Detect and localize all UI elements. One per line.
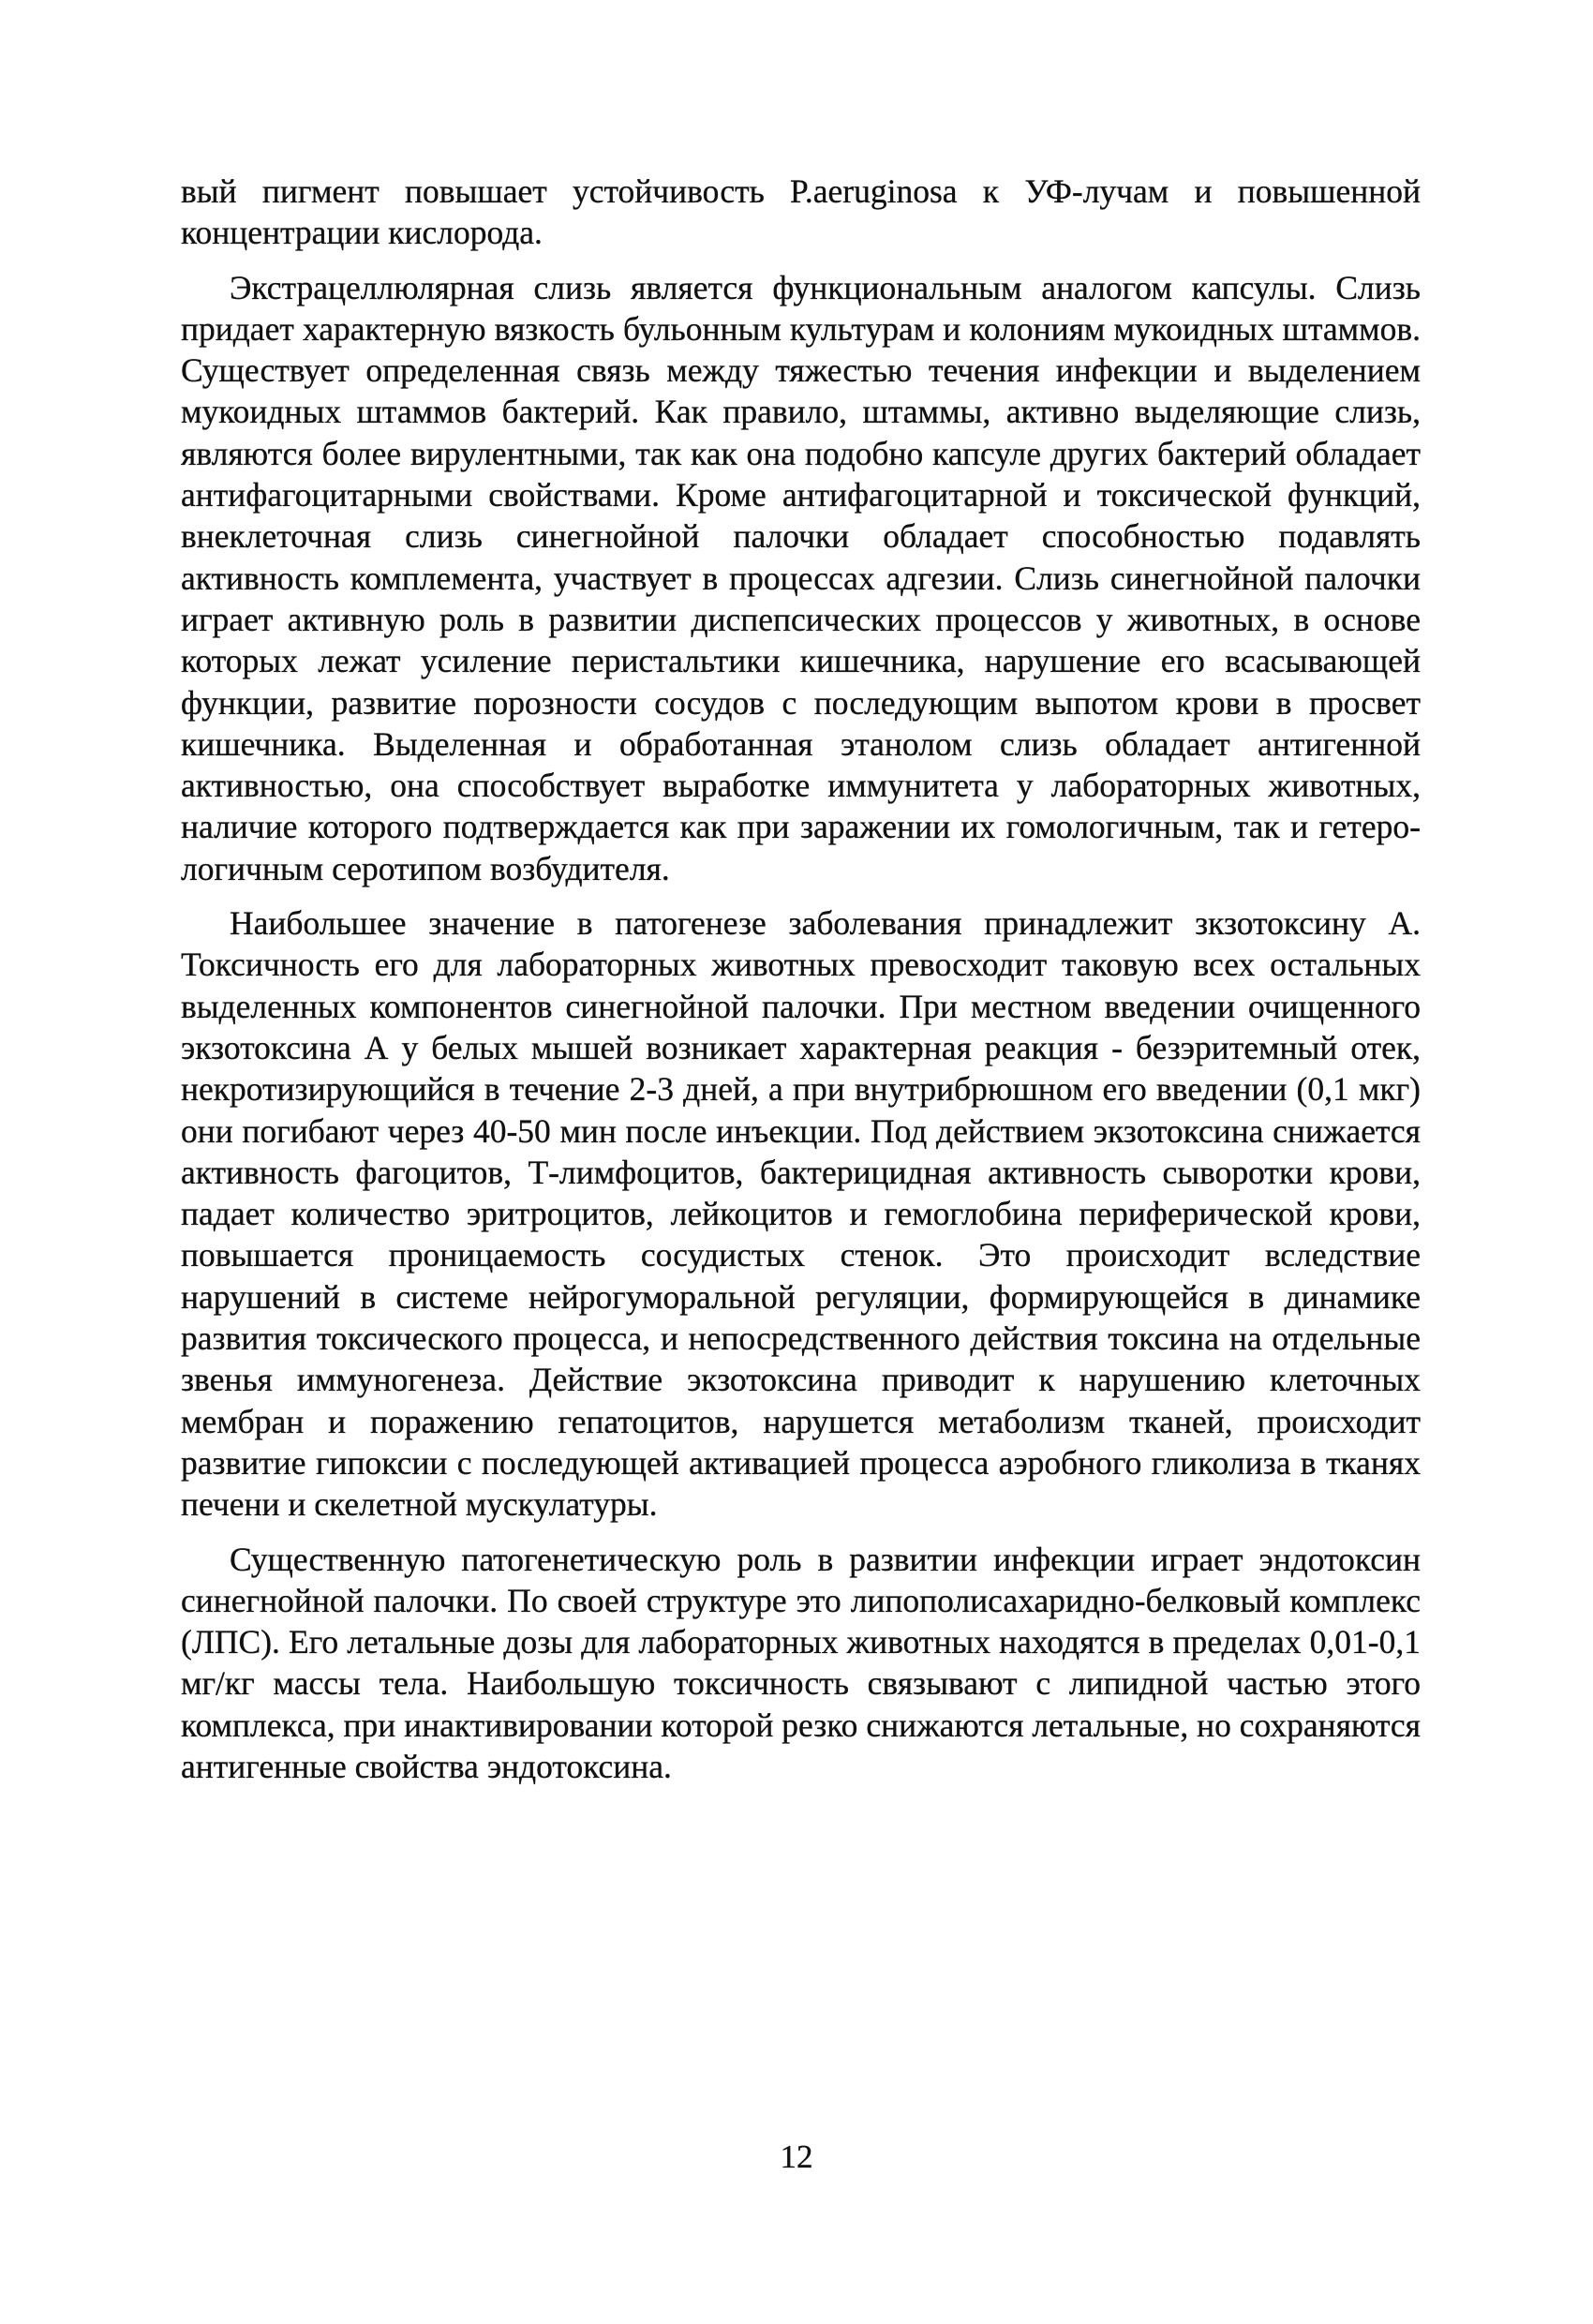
paragraph-pigment-continuation: вый пигмент повышает устойчивость P.aeruginosa к УФ-лучам и повышенной концентрации кислорода. bbox=[181, 172, 1421, 252]
paragraph-exotoxin-a: Наибольшее значение в патогенезе заболевания принадлежит зкзотоксину А. Токсичность его для лабораторных животных превосходит таковую всех остальных выделенных компонентов синегнойной палочки. При местном введении очищенного экзотоксина А у белых мышей возникает характерная реакция - безэритемный отек, некротизирующийся в течение 2-3 дней, а при внутрибрюшном его введении (0,1 мкг) они погибают через 40-50 мин после инъекции. Под действием экзотоксина снижается активность фагоцитов, Т-лимфоцитов, бактерицидная активность сыворотки крови, падает количество эритроцитов, лейкоцитов и гемоглобина периферической крови, повышается проницаемость сосудистых стенок. Это происходит вследствие нарушений в системе нейрогуморальной регуляции, формирующейся в динамике развития токсического процесса, и непосредственного действия токсина на отдельные звенья иммуногенеза. Действие экзотоксина приводит к нарушению клеточных мембран и поражению гепатоцитов, нарушется метаболизм тканей, происходит развитие гипоксии с последующей активацией процесса аэробного гликолиза в тканях печени и скелетной мускулатуры. bbox=[181, 904, 1421, 1524]
paragraph-endotoxin: Существенную патогенетическую роль в развитии инфекции играет эндотоксин синегнойной палочки. По своей структуре это липополисахаридно-белковый комплекс (ЛПС). Его летальные дозы для лабораторных животных находятся в пределах 0,01-0,1 мг/кг массы тела. Наибольшую токсичность связывают с липидной частью этого комплекса, при инактивировании которой резко снижаются летальные, но сохраняются антигенные свойства эндотоксина. bbox=[181, 1540, 1421, 1785]
page-number: 12 bbox=[780, 2138, 813, 2175]
paragraph-extracellular-slime: Экстрацеллюлярная слизь является функциональным аналогом капсулы. Слизь придает характерную вязкость бульонным культурам и колониям мукоидных штаммов. Существует определенная связь между тяжестью течения инфекции и выделением мукоидных штаммов бактерий. Как правило, штаммы, активно выделяющие слизь, являются более вирулентными, так как она подобно капсуле других бактерий обладает антифагоцитарными свойствами. Кроме антифагоцитарной и токсической функций, внеклеточная слизь синегнойной палочки обладает способностью подавлять активность комплемента, участвует в процессах адгезии. Слизь синегнойной палочки играет активную роль в развитии диспепсических процессов у животных, в основе которых лежат усиление перистальтики кишечника, нарушение его всасывающей функции, развитие порозности сосудов с последующим выпотом крови в просвет кишечника. Выделенная и обработанная этанолом слизь обладает антигенной активностью, она способствует выработке иммунитета у лабораторных животных, наличие которого подтверждается как при заражении их гомологичным, так и гетерологичным серотипом возбудителя. bbox=[181, 268, 1421, 887]
page-body bbox=[181, 171, 1421, 1787]
